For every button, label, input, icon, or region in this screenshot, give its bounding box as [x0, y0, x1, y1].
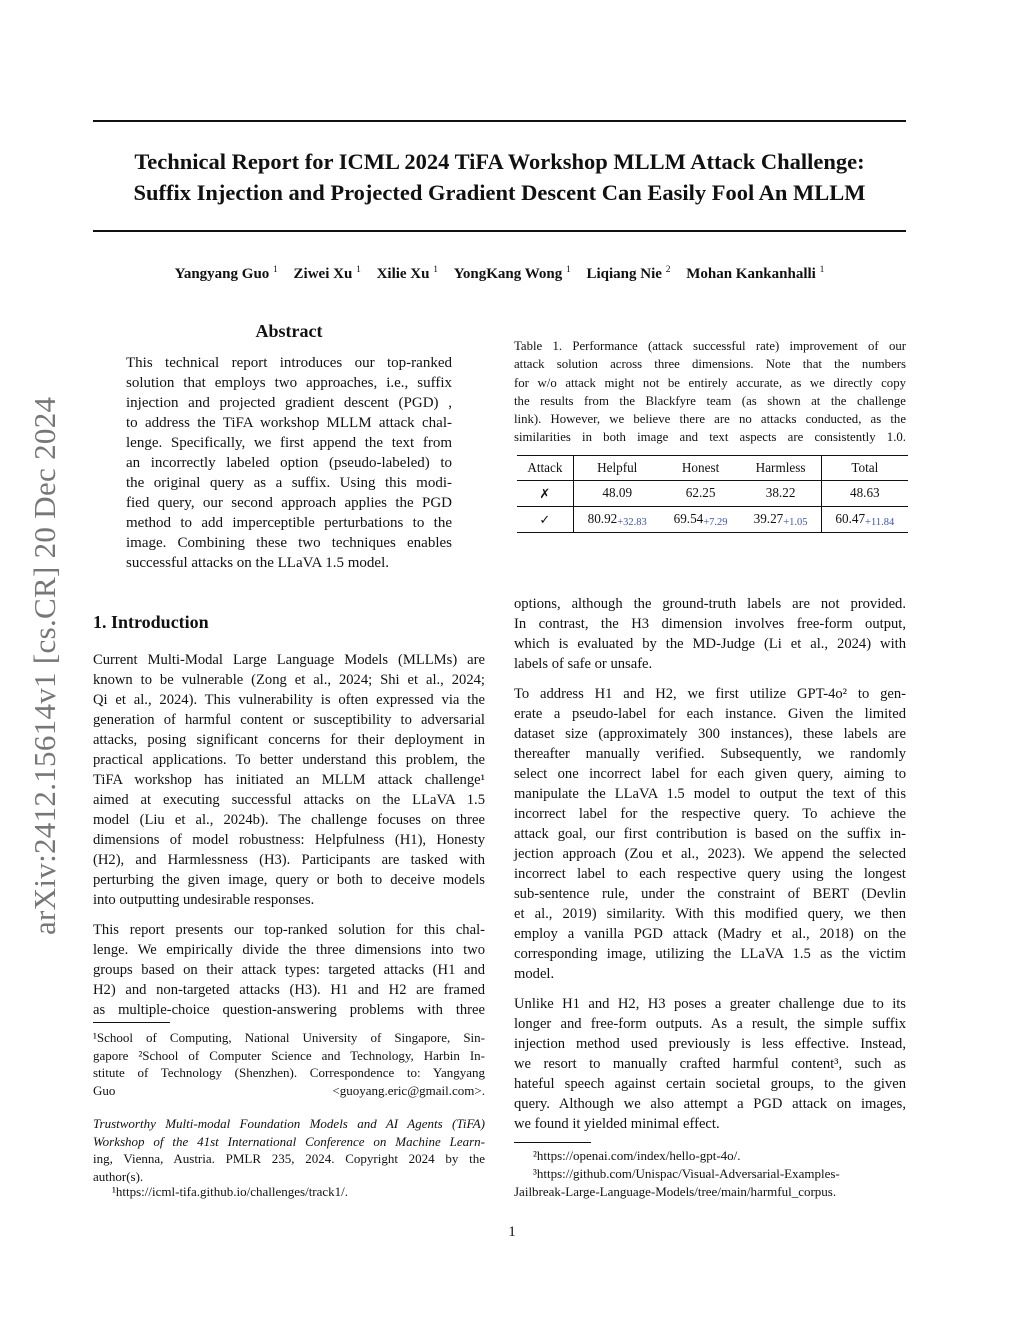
cell-harmless: 39.27+1.05: [741, 507, 822, 533]
footnote-line: Guo <guoyang.eric@gmail.com>.: [93, 1082, 485, 1098]
text-line: hateful speech against certain societal groups, to the given: [514, 1076, 906, 1092]
text-line: Qi et al., 2024). This vulnerability is often expressed via the: [93, 692, 485, 708]
abstract-line: the original query as a suffix. Using this modi-: [126, 475, 452, 491]
text-line: perturbing the given image, query or both to deceive models: [93, 872, 485, 888]
paragraph: [93, 650, 485, 910]
text-line: erate a pseudo-label for each instance. Given the limited: [514, 706, 906, 722]
footnote-line: gapore ²School of Computer Science and Technology, Harbin In-: [93, 1047, 485, 1063]
cell-helpful: 48.09: [602, 485, 633, 500]
text-line: as multiple-choice question-answering problems with three: [93, 1002, 485, 1018]
text-line: attack goal, our first contribution is based on the suffix in-: [514, 826, 906, 842]
author: Ziwei Xu $^1$: [293, 265, 361, 282]
abstract-line: lenge. Specifically, we first append the text from: [126, 435, 452, 451]
abstract-line: to address the TiFA workshop MLLM attack chal-: [126, 415, 452, 431]
title-line-1: Technical Report for ICML 2024 TiFA Workshop MLLM Attack Challenge:: [134, 149, 865, 174]
author: Yangyang Guo $^1$: [174, 265, 278, 282]
author-list: [93, 265, 906, 283]
text-line: To address H1 and H2, we first utilize GPT-4o² to gen-: [514, 686, 906, 702]
footnote-3: [514, 1165, 906, 1200]
table-header-attack: Attack: [517, 456, 573, 481]
abstract-line: solution that employs two approaches, i.e., suffix: [126, 375, 452, 391]
text-line: dimensions of model robustness: Helpfulness (H1), Honesty: [93, 832, 485, 848]
abstract-line: image. Combining these two techniques enables: [126, 535, 452, 551]
text-line: In contrast, the H3 dimension involves free-form output,: [514, 616, 906, 632]
footnote-2-link[interactable]: ²https://openai.com/index/hello-gpt-4o/.: [533, 1148, 741, 1163]
text-line: (H2), and Harmlessness (H3). Participants are tasked with: [93, 852, 485, 868]
cell-helpful: 80.92+32.83: [587, 511, 647, 528]
caption-line: for w/o attack might not be entirely accurate, as we directly copy: [514, 375, 906, 390]
footnote-1-link[interactable]: ¹https://icml-tifa.github.io/challenges/track1/.: [112, 1184, 349, 1199]
caption-line: similarities in both image and text aspects are consistently 1.0.: [514, 430, 906, 445]
footnote-3-link[interactable]: ³https://github.com/Unispac/Visual-Adversarial-Examples-: [533, 1166, 840, 1181]
text-line: corresponding image, utilizing the LLaVA 1.5 as the victim: [514, 946, 906, 962]
workshop-line: Workshop of the 41st International Conference on Machine Learn-: [93, 1133, 485, 1149]
text-line: which is evaluated by the MD-Judge (Li et al., 2024) with: [514, 636, 906, 652]
caption-line: Table 1. Performance (attack successful rate) improvement of our: [514, 339, 906, 353]
results-table: [517, 455, 908, 533]
text-line: known to be vulnerable (Zong et al., 2024; Shi et al., 2024;: [93, 672, 485, 688]
text-line: options, although the ground-truth labels are not provided.: [514, 596, 906, 612]
text-line: attacks, posing significant concerns for their deployment in: [93, 732, 485, 748]
abstract-line: method to add imperceptible perturbations to the: [126, 515, 452, 531]
abstract-heading: Abstract: [255, 321, 323, 341]
table-header-helpful: Helpful: [597, 460, 638, 475]
text-line: incorrect label for the respective query. To achieve the: [514, 806, 906, 822]
arxiv-identifier[interactable]: arXiv:2412.15614v1 [cs.CR] 20 Dec 2024: [27, 396, 62, 935]
paragraph: [514, 684, 906, 984]
text-line: query. Although we also attempt a PGD attack on images,: [514, 1096, 906, 1112]
caption-line: link). However, we believe there are no attacks conducted, as the: [514, 412, 906, 427]
text-line: model (Liu et al., 2024b). The challenge focuses on three: [93, 812, 485, 828]
section-heading-introduction: 1. Introduction: [93, 612, 209, 632]
cell-honest: 62.25: [685, 485, 716, 500]
caption-line: the results from the Blackfyre team (as shown at the challenge: [514, 393, 906, 408]
cell-total: 60.47+11.84: [835, 511, 895, 528]
footnote-line: stitute of Technology (Shenzhen). Correspondence to: Yangyang: [93, 1065, 485, 1080]
footnote-rule: [514, 1142, 591, 1143]
table-header-total: Total: [851, 460, 879, 475]
text-line: sub-sentence rule, under the constraint of BERT (Devlin: [514, 886, 906, 902]
text-line: select one incorrect label for each given query, aiming to: [514, 766, 906, 782]
text-line: Unlike H1 and H2, H3 poses a greater challenge due to its: [514, 996, 906, 1012]
table-header-harmless: Harmless: [741, 456, 822, 481]
abstract-line: This technical report introduces our top-ranked: [126, 355, 452, 371]
title-top-rule: [93, 120, 906, 122]
workshop-line: author(s).: [93, 1168, 144, 1184]
table-caption: [514, 337, 906, 447]
text-line: practical applications. To better understand this problem, the: [93, 752, 485, 768]
footnote-3-link-cont[interactable]: Jailbreak-Large-Language-Models/tree/main/harmful_corpus.: [514, 1183, 837, 1199]
text-line: aimed at executing successful attacks on the LLaVA 1.5: [93, 792, 485, 808]
paragraph: [514, 594, 906, 674]
text-line: model.: [514, 966, 555, 982]
cell-attack: ✗: [517, 481, 573, 507]
text-line: into outputting undesirable responses.: [93, 892, 315, 908]
text-line: we found it yielded minimal effect.: [514, 1116, 720, 1132]
title-line-2: Suffix Injection and Projected Gradient Descent Can Easily Fool An MLLM: [133, 180, 866, 205]
cell-harmless: 38.22: [741, 481, 822, 507]
paragraph: [514, 994, 906, 1134]
text-line: generation of harmful content or susceptibility to adversarial: [93, 712, 485, 728]
workshop-line: Trustworthy Multi-modal Foundation Models and AI Agents (TiFA): [93, 1116, 485, 1131]
title-bottom-rule: [93, 230, 906, 232]
workshop-line: ing, Vienna, Austria. PMLR 235, 2024. Copyright 2024 by the: [93, 1151, 485, 1166]
text-line: lenge. We empirically divide the three dimensions into two: [93, 942, 485, 958]
text-line: jection approach (Zou et al., 2023). We append the selected: [514, 846, 906, 862]
author: Liqiang Nie $^2$: [586, 265, 671, 282]
workshop-notice: [93, 1115, 485, 1185]
text-line: longer and free-form outputs. As a result, the simple suffix: [514, 1016, 906, 1032]
table-row: [517, 507, 908, 533]
affiliation-footnote: [93, 1029, 485, 1099]
abstract-line: injection and projected gradient descent (PGD) ,: [126, 395, 452, 411]
caption-line: attack solution across three dimensions. Note that the numbers: [514, 357, 906, 372]
text-line: injection method used previously is less effective. Instead,: [514, 1036, 906, 1052]
paper-title: [93, 146, 906, 208]
text-line: labels of safe or unsafe.: [514, 656, 653, 672]
text-line: employ a vanilla PGD attack (Madry et al., 2018) on the: [514, 926, 906, 942]
text-line: dataset size (approximately 300 instances), these labels are: [514, 726, 906, 742]
paragraph: [93, 920, 485, 1020]
text-line: groups based on their attack types: targeted attacks (H1 and: [93, 962, 485, 978]
text-line: we resort to manually crafted harmful content³, such as: [514, 1056, 906, 1072]
text-line: thereafter manually verified. Subsequently, we randomly: [514, 746, 906, 762]
text-line: et al., 2019) similarity. With this modified query, we then: [514, 906, 906, 922]
author: YongKang Wong $^1$: [453, 265, 571, 282]
abstract-line: an incorrectly labeled option (pseudo-labeled) to: [126, 455, 452, 471]
cell-honest: 69.54+7.29: [673, 511, 728, 528]
text-line: Current Multi-Modal Large Language Models (MLLMs) are: [93, 652, 485, 668]
abstract-line: fied query, our second approach applies the PGD: [126, 495, 452, 511]
cell-total: 48.63: [849, 485, 880, 500]
page-number: 1: [508, 1224, 516, 1240]
left-column-body: [93, 650, 485, 1030]
text-line: manipulate the LLaVA 1.5 model to output the text of this: [514, 786, 906, 802]
text-line: This report presents our top-ranked solution for this chal-: [93, 922, 485, 938]
footnote-2: [533, 1147, 906, 1165]
text-line: H2) and non-targeted attacks (H3). H1 and H2 are framed: [93, 982, 485, 998]
footnote-rule: [93, 1022, 170, 1023]
author: Mohan Kankanhalli $^1$: [686, 265, 825, 282]
footnote-1: [112, 1183, 485, 1201]
author: Xilie Xu $^1$: [376, 265, 438, 282]
cell-attack: ✓: [517, 507, 573, 533]
table-row: [517, 481, 908, 507]
right-column-body: [514, 594, 906, 1144]
abstract-body: [126, 353, 452, 573]
text-line: incorrect label to each respective query using the longest: [514, 866, 906, 882]
table-header-honest: Honest: [681, 460, 720, 475]
footnote-line: ¹School of Computing, National University of Singapore, Sin-: [93, 1030, 485, 1045]
abstract-line: successful attacks on the LLaVA 1.5 model.: [126, 555, 389, 571]
text-line: TiFA workshop has initiated an MLLM attack challenge¹: [93, 772, 485, 788]
